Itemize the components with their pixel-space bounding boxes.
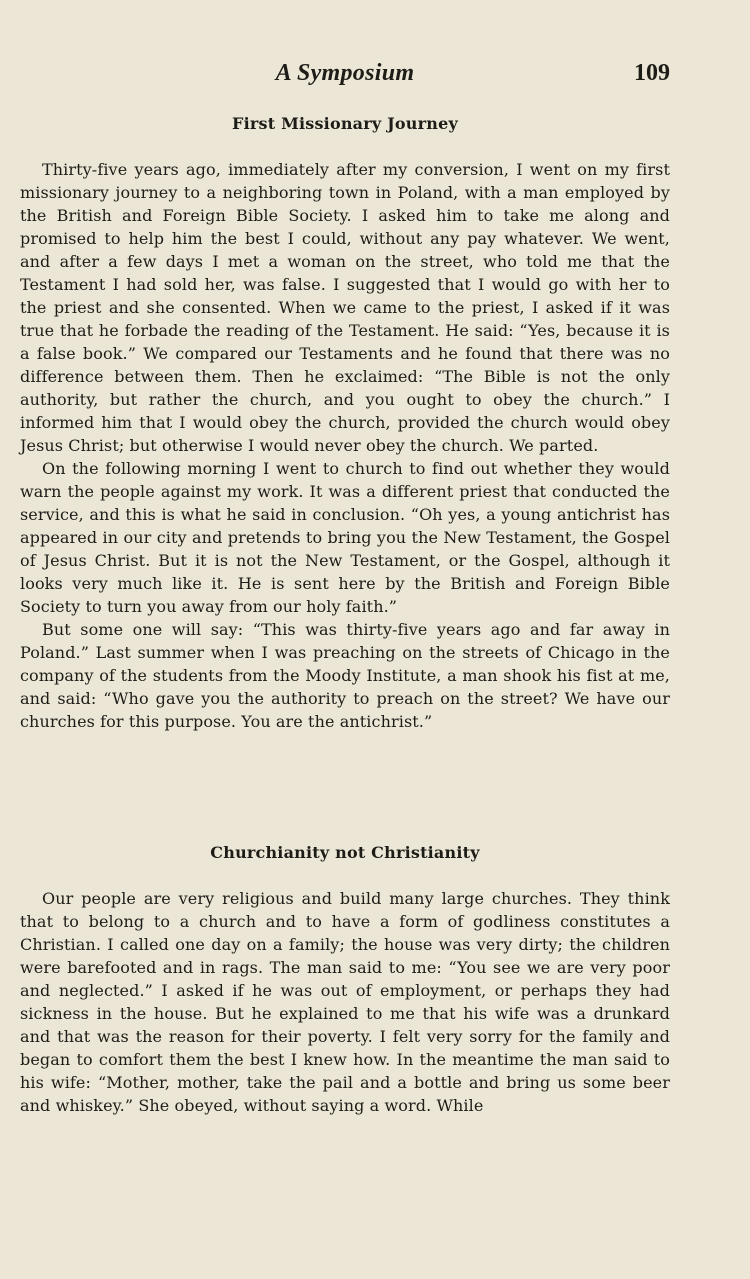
section-body-churchianity xyxy=(20,887,670,1117)
section-heading-first-missionary-journey: First Missionary Journey xyxy=(232,114,458,133)
paragraph: Thirty-five years ago, immediately after my conversion, I went on my first missionary journey to a neighboring town in Poland, with a man employed by the British and Foreign Bible Society. I asked him to take me along and promised to help him the best I could, without any pay whatever. We went, and after a few days I met a woman on the street, who told me that the Testament I had sold her, was false. I suggested that I would go with her to the priest and she consented. When we came to the priest, I asked if it was true that he forbade the reading of the Testament. He said: “Yes, because it is a false book.” We compared our Testaments and he found that there was no difference between them. Then he exclaimed: “The Bible is not the only authority, but rather the church, and you ought to obey the church.” I informed him that I would obey the church, provided the church would obey Jesus Christ; but otherwise I would never obey the church. We parted. xyxy=(20,160,670,455)
paragraph: Our people are very religious and build many large churches. They think that to belong to a church and to have a form of godliness constitutes a Christian. I called one day on a family; the house was very dirty; the children were barefooted and in rags. The man said to me: “You see we are very poor and neglected.” I asked if he was out of employment, or perhaps they had sickness in the house. But he explained to me that his wife was a drunkard and that was the reason for their poverty. I felt very sorry for the family and began to comfort them the best I knew how. In the meantime the man said to his wife: “Mother, mother, take the pail and a bottle and bring us some beer and whiskey.” She obeyed, without saying a word. While xyxy=(20,889,670,1115)
paragraph: On the following morning I went to church to find out whether they would warn the people against my work. It was a different priest that conducted the service, and this is what he said in conclusion. “Oh yes, a young antichrist has appeared in our city and pretends to bring you the New Testament, the Gospel of Jesus Christ. But it is not the New Testament, or the Gospel, although it looks very much like it. He is sent here by the British and Foreign Bible Society to turn you away from our holy faith.” xyxy=(20,459,670,616)
page-number: 109 xyxy=(634,60,670,86)
running-title: A Symposium xyxy=(275,60,415,86)
paragraph: But some one will say: “This was thirty-five years ago and far away in Poland.” Last summer when I was preaching on the streets of Chicago in the company of the students from the Moody Institute, a man shook his fist at me, and said: “Who gave you the authority to preach on the street? We have our churches for this purpose. You are the antichrist.” xyxy=(20,620,670,731)
section-body-first-missionary-journey xyxy=(20,158,670,733)
section-heading-churchianity: Churchianity not Christianity xyxy=(210,843,480,862)
running-head xyxy=(20,60,670,94)
